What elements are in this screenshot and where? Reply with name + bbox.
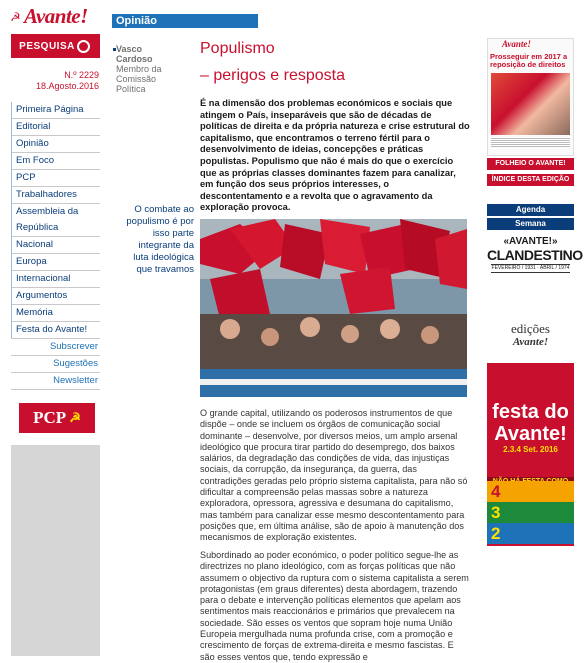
author-role — [116, 64, 196, 94]
subscrever-link[interactable]: Subscrever — [11, 339, 100, 356]
hammer-sickle-icon: ☭ — [69, 410, 81, 425]
clandestino-banner[interactable] — [487, 233, 583, 293]
festa-title: festa do Avante! — [492, 401, 569, 445]
clandestino-dates: FEVEREIRO / 1931 · ABRIL / 1974 — [491, 265, 570, 271]
article-lead: É na dimensão dos problemas económicos e sociais que atingem o País, inseparáveis que são de décadas de políticas de direita e da própria natureza e crise estrutural do capitalismo, que encontramos o terreno fértil para o desenvolvimento de ideias, concepções e práticas populistas. Populismo que não é mais do que o exercício que as próprias classes dominantes fazem para canalizar, em função dos seus próprios interesses, o descontentamento e a revolta que o agravamento da exploração provoca. — [200, 98, 470, 213]
festa-banner[interactable] — [487, 363, 574, 546]
sidebar-nav — [11, 102, 100, 390]
cover-photo — [491, 73, 570, 135]
article-subtitle: – perigos e resposta — [200, 67, 345, 84]
festa-days — [487, 481, 574, 546]
nav-item-argumentos[interactable]: Argumentos — [11, 288, 100, 305]
pull-quote-line: populismo é por — [126, 216, 194, 227]
nav-item-memoria[interactable]: Memória — [11, 305, 100, 322]
festa-day: 4 — [487, 481, 574, 502]
agenda-link[interactable]: Agenda — [487, 204, 574, 216]
author-block — [116, 44, 196, 94]
pcp-banner[interactable] — [19, 403, 95, 433]
folheio-button[interactable]: FOLHEIO O AVANTE! — [487, 158, 574, 170]
clandestino-title: «AVANTE!» — [503, 236, 558, 247]
logo-text: Avante! — [24, 3, 88, 28]
author-role-line: Política — [116, 84, 146, 94]
issue-number: N.º 2229 — [64, 70, 99, 80]
pcp-label: PCP — [33, 408, 67, 427]
issue-info — [11, 70, 99, 92]
cover-text-lines — [491, 137, 570, 147]
festa-dates: 2.3.4 Set. 2016 — [503, 445, 558, 454]
pull-quote-line: integrante da — [138, 240, 194, 251]
nav-item-editorial[interactable]: Editorial — [11, 119, 100, 136]
search-button[interactable] — [11, 34, 100, 58]
article-paragraph: O grande capital, utilizando os poderosos instrumentos de que dispõe – onde se incluem os órgãos de comunicação social dominante – desenvolve, por diversos meios, um amplo arsenal ideológico que procura tirar partido do desemprego, dos baixos salários, da degradação das condições de vida, das injustiças sociais, da corrupção, da insegurança, da guerra, das contradições geradas pelo próprio sistema capitalista, para não só dificultar a compreensão pelas massas sobre a natureza exploradora, opressora, agressiva e desumana do capitalismo, mas também para canalizar esse mesmo descontentamento para posições que, em última análise, são de apoio à manutenção dos mecanismos de exploração existentes. — [200, 408, 468, 543]
clandestino-subtitle: CLANDESTINO — [487, 247, 583, 263]
nav-item-pcp[interactable]: PCP — [11, 170, 100, 187]
nav-item-republica[interactable]: República — [11, 220, 100, 237]
indice-button[interactable]: ÍNDICE DESTA EDIÇÃO — [487, 174, 574, 186]
semana-link[interactable]: Semana — [487, 218, 574, 230]
pull-quote-line: que travamos — [136, 264, 194, 275]
search-label: PESQUISA — [19, 40, 75, 52]
nav-item-opiniao[interactable]: Opinião — [11, 136, 100, 153]
nav-item-primeira-pagina[interactable]: Primeira Página — [11, 102, 100, 119]
pull-quote — [104, 204, 194, 276]
nav-item-internacional[interactable]: Internacional — [11, 271, 100, 288]
edicoes-label: edições — [511, 321, 550, 336]
pull-quote-line: luta ideológica — [133, 252, 194, 263]
nav-item-festa[interactable]: Festa do Avante! — [11, 322, 100, 339]
author-role-line: Comissão — [116, 74, 157, 84]
nav-item-nacional[interactable]: Nacional — [11, 237, 100, 254]
nav-item-trabalhadores[interactable]: Trabalhadores — [11, 187, 100, 204]
sidebar-filler — [11, 445, 100, 656]
author-name — [116, 44, 196, 64]
issue-date: 18.Agosto.2016 — [35, 81, 99, 91]
article-title: Populismo — [200, 40, 275, 57]
magnifier-icon — [77, 40, 90, 53]
festa-day: 2 — [487, 523, 574, 544]
avante-logo[interactable] — [10, 3, 108, 29]
author-last-name: Cardoso — [116, 54, 153, 64]
edicoes-brand: Avante! — [512, 336, 549, 348]
author-first-name: Vasco — [116, 44, 143, 54]
cover-headline: Prosseguir em 2017 a reposição de direitos — [490, 52, 568, 69]
pull-quote-line: O combate ao — [134, 204, 194, 215]
sugestoes-link[interactable]: Sugestões — [11, 356, 100, 373]
nav-item-europa[interactable]: Europa — [11, 254, 100, 271]
hammer-sickle-icon: ☭ — [10, 10, 21, 24]
nav-item-assembleia[interactable]: Assembleia da — [11, 204, 100, 220]
festa-day: 3 — [487, 502, 574, 523]
newsletter-link[interactable]: Newsletter — [11, 373, 100, 390]
article-photo — [200, 219, 467, 397]
author-role-line: Membro da — [116, 64, 162, 74]
nav-item-em-foco[interactable]: Em Foco — [11, 153, 100, 170]
edicoes-banner[interactable] — [487, 314, 574, 356]
article-paragraph: Subordinado ao poder económico, o poder político segue-lhe as directrizes no plano ideológico, com as forças políticas que não assumem o objectivo da ruptura com o sistema capitalista a serem protagonistas (em graus diferentes) desta abordagem, trazendo para o debate e intervenção políticas elementos que apelam aos sentimentos mais reaccionários e primários que prevalecem na sociedade. São esses os ventos que sopram hoje numa União Europeia mergulhada numa profunda crise, com a promoção e crescimento de forças de extrema-direita e mesmo fascistas. E são esses ventos que, tendo expressão e — [200, 550, 469, 662]
pull-quote-line: isso parte — [152, 228, 194, 239]
edition-cover[interactable] — [487, 38, 574, 156]
protest-image — [200, 219, 467, 397]
section-title: Opinião — [112, 14, 258, 28]
cover-masthead: Avante! — [502, 39, 531, 49]
